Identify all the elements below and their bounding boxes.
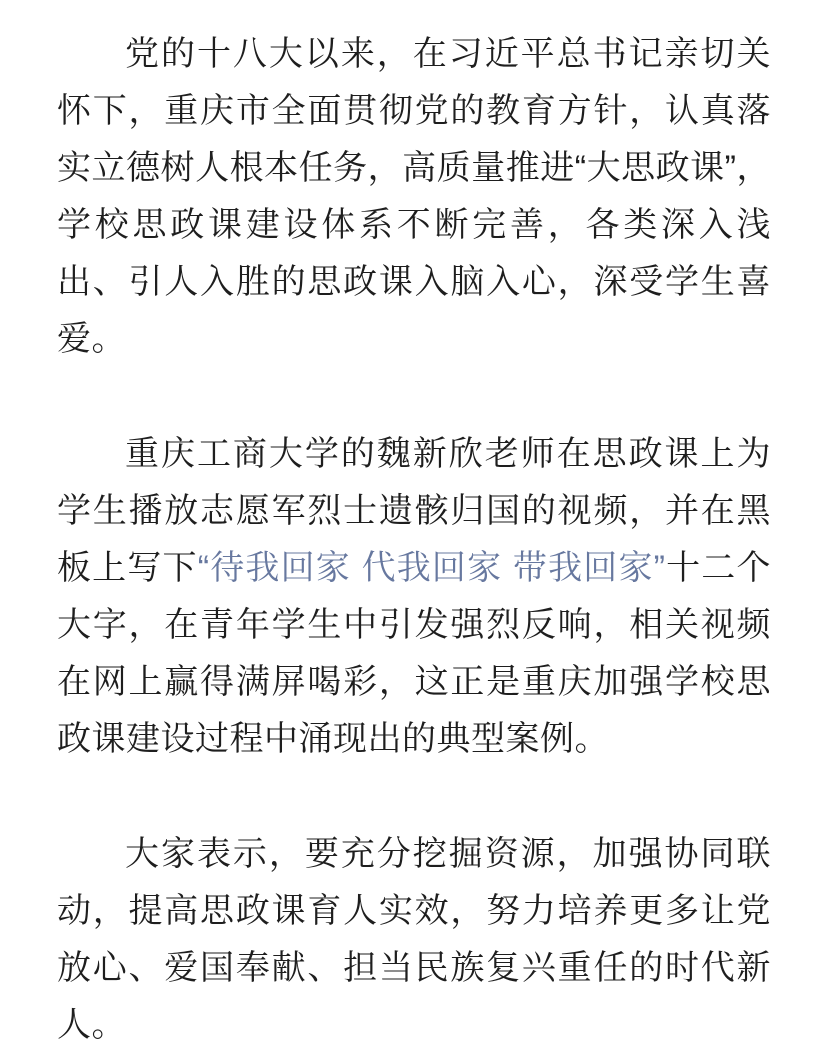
- paragraph-conclusion: 大家表示，要充分挖掘资源，加强协同联动，提高思政课育人实效，努力培养更多让党放心、爱国奉献、担当民族复兴重任的时代新人。: [57, 835, 771, 1044]
- paragraph-case-story-lead: 重庆工商大学的魏新欣老师在思政课上为学生播放志愿军烈士遗骸归国的视频，并在黑板上写下: [57, 435, 771, 587]
- quoted-blackboard-phrase: “待我回家 代我回家 带我回家”: [197, 549, 666, 587]
- paragraph-intro: 党的十八大以来，在习近平总书记亲切关怀下，重庆市全面贯彻党的教育方针，认真落实立德树人根本任务，高质量推进“大思政课”，学校思政课建设体系不断完善，各类深入浅出、引人入胜的思政课入脑入心，深受学生喜爱。: [57, 35, 771, 358]
- paragraph-case-story-tail: 十二个大字，在青年学生中引发强烈反响，相关视频在网上赢得满屏喝彩，这正是重庆加强学校思政课建设过程中涌现出的典型案例。: [57, 549, 771, 758]
- paragraph-case-story: [57, 426, 771, 768]
